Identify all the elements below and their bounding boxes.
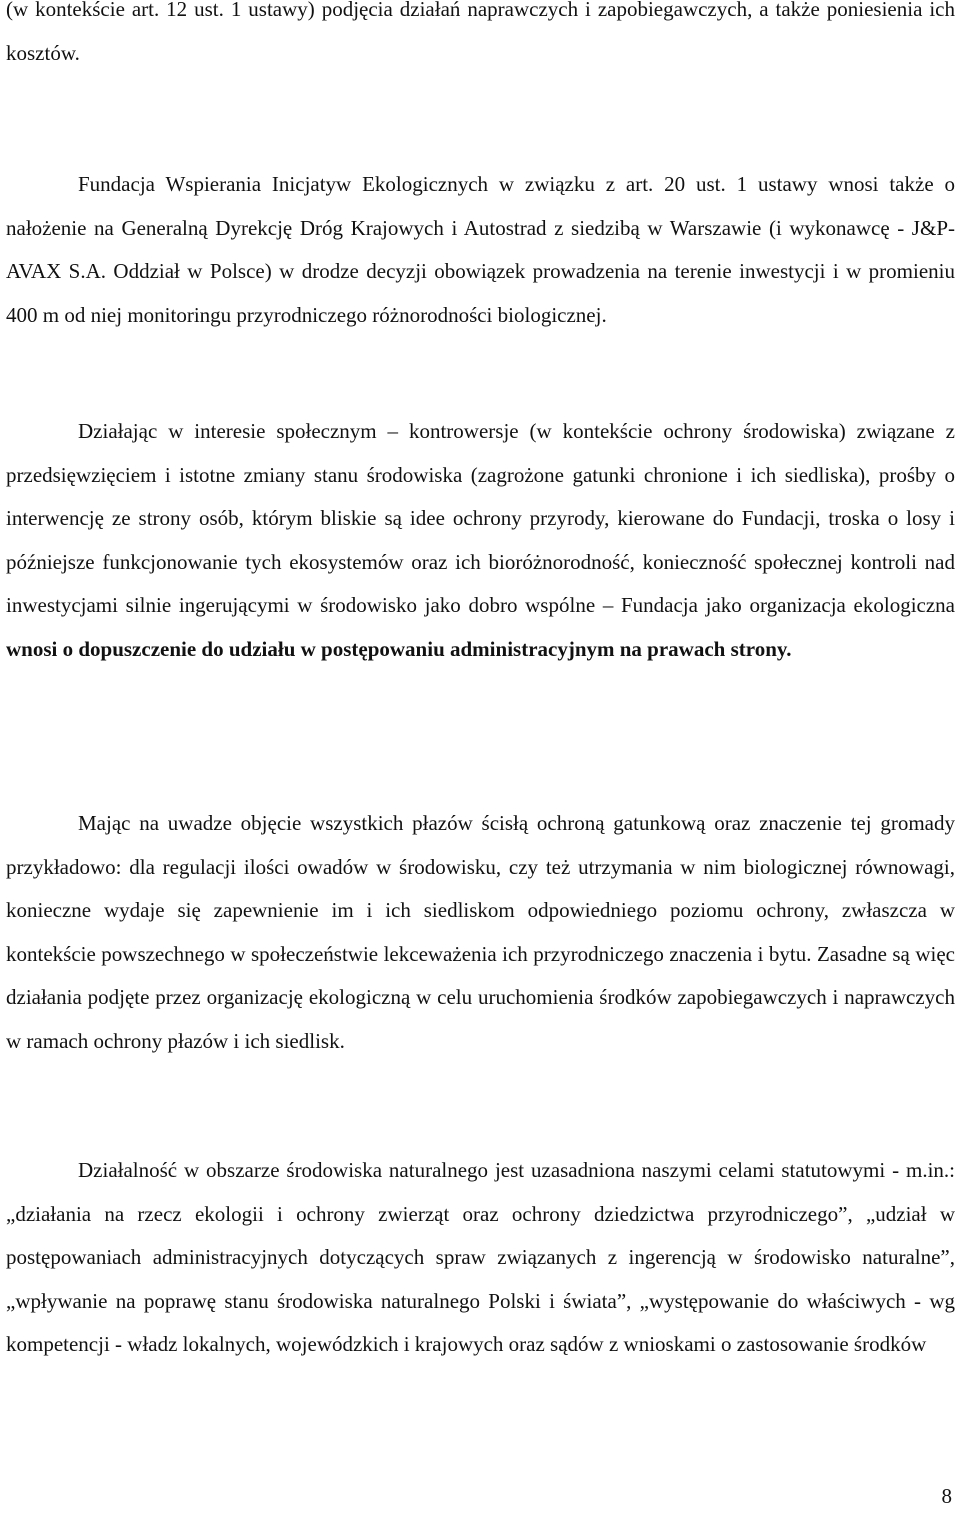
paragraph-party-admission-bold-text: wnosi o dopuszczenie do udziału w postępowaniu administracyjnym na prawach strony. — [6, 636, 792, 661]
paragraph-party-admission — [6, 410, 955, 671]
paragraph-action-costs — [6, 0, 955, 75]
paragraph-party-admission-text: Działając w interesie społecznym – kontrowersje (w kontekście ochrony środowiska) związane z przedsięwzięciem i istotne zmiany stanu środowiska (zagrożone gatunki chronione i ich siedliska), prośby o interwencję ze strony osób, którym bliskie są idee ochrony przyrody, kierowane do Fundacji, troska o losy i późniejsze funkcjonowanie tych ekosystemów oraz ich bioróżnorodność, konieczność społecznej kontroli nad inwestycjami silnie ingerującymi w środowisko jako dobro wspólne – Fundacja jako organizacja ekologiczna — [6, 419, 955, 617]
paragraph-amphibian-protection-text: Mając na uwadze objęcie wszystkich płazów ścisłą ochroną gatunkową oraz znaczenie tej gromady przykładowo: dla regulacji ilości owadów w środowisku, czy też utrzymania w nim biologicznej równowagi, konieczne wydaje się zapewnienie im i ich siedliskom odpowiedniego poziomu ochrony, zwłaszcza w kontekście powszechnego w społeczeństwie lekceważenia ich przyrodniczego znaczenia i bytu. Zasadne są więc działania podjęte przez organizację ekologiczną w celu uruchomienia środków zapobiegawczych i naprawczych w ramach ochrony płazów i ich siedlisk. — [6, 811, 955, 1053]
paragraph-action-costs-text: (w kontekście art. 12 ust. 1 ustawy) podjęcia działań naprawczych i zapobiegawczych, a także poniesienia ich kosztów. — [6, 0, 955, 65]
paragraph-statutory-goals-text: Działalność w obszarze środowiska naturalnego jest uzasadniona naszymi celami statutowymi - m.in.: „działania na rzecz ekologii i ochrony zwierząt oraz ochrony dziedzictwa przyrodniczego”, „udział w postępowaniach administracyjnych dotyczących spraw związanych z ingerencją w środowisko naturalne”, „wpływanie na poprawę stanu środowiska naturalnego Polski i świata”, „występowanie do właściwych - wg kompetencji - władz lokalnych, wojewódzkich i krajowych oraz sądów z wnioskami o zastosowanie środków — [6, 1158, 955, 1356]
paragraph-amphibian-protection — [6, 802, 955, 1063]
paragraph-statutory-goals — [6, 1149, 955, 1367]
paragraph-monitoring-request — [6, 163, 955, 337]
page-number: 8 — [941, 1484, 952, 1508]
paragraph-monitoring-request-text: Fundacja Wspierania Inicjatyw Ekologicznych w związku z art. 20 ust. 1 ustawy wnosi także o nałożenie na Generalną Dyrekcję Dróg Krajowych i Autostrad z siedzibą w Warszawie (i wykonawcę - J&P-AVAX S.A. Oddział w Polsce) w drodze decyzji obowiązek prowadzenia na terenie inwestycji i w promieniu 400 m od niej monitoringu przyrodniczego różnorodności biologicznej. — [6, 172, 955, 327]
